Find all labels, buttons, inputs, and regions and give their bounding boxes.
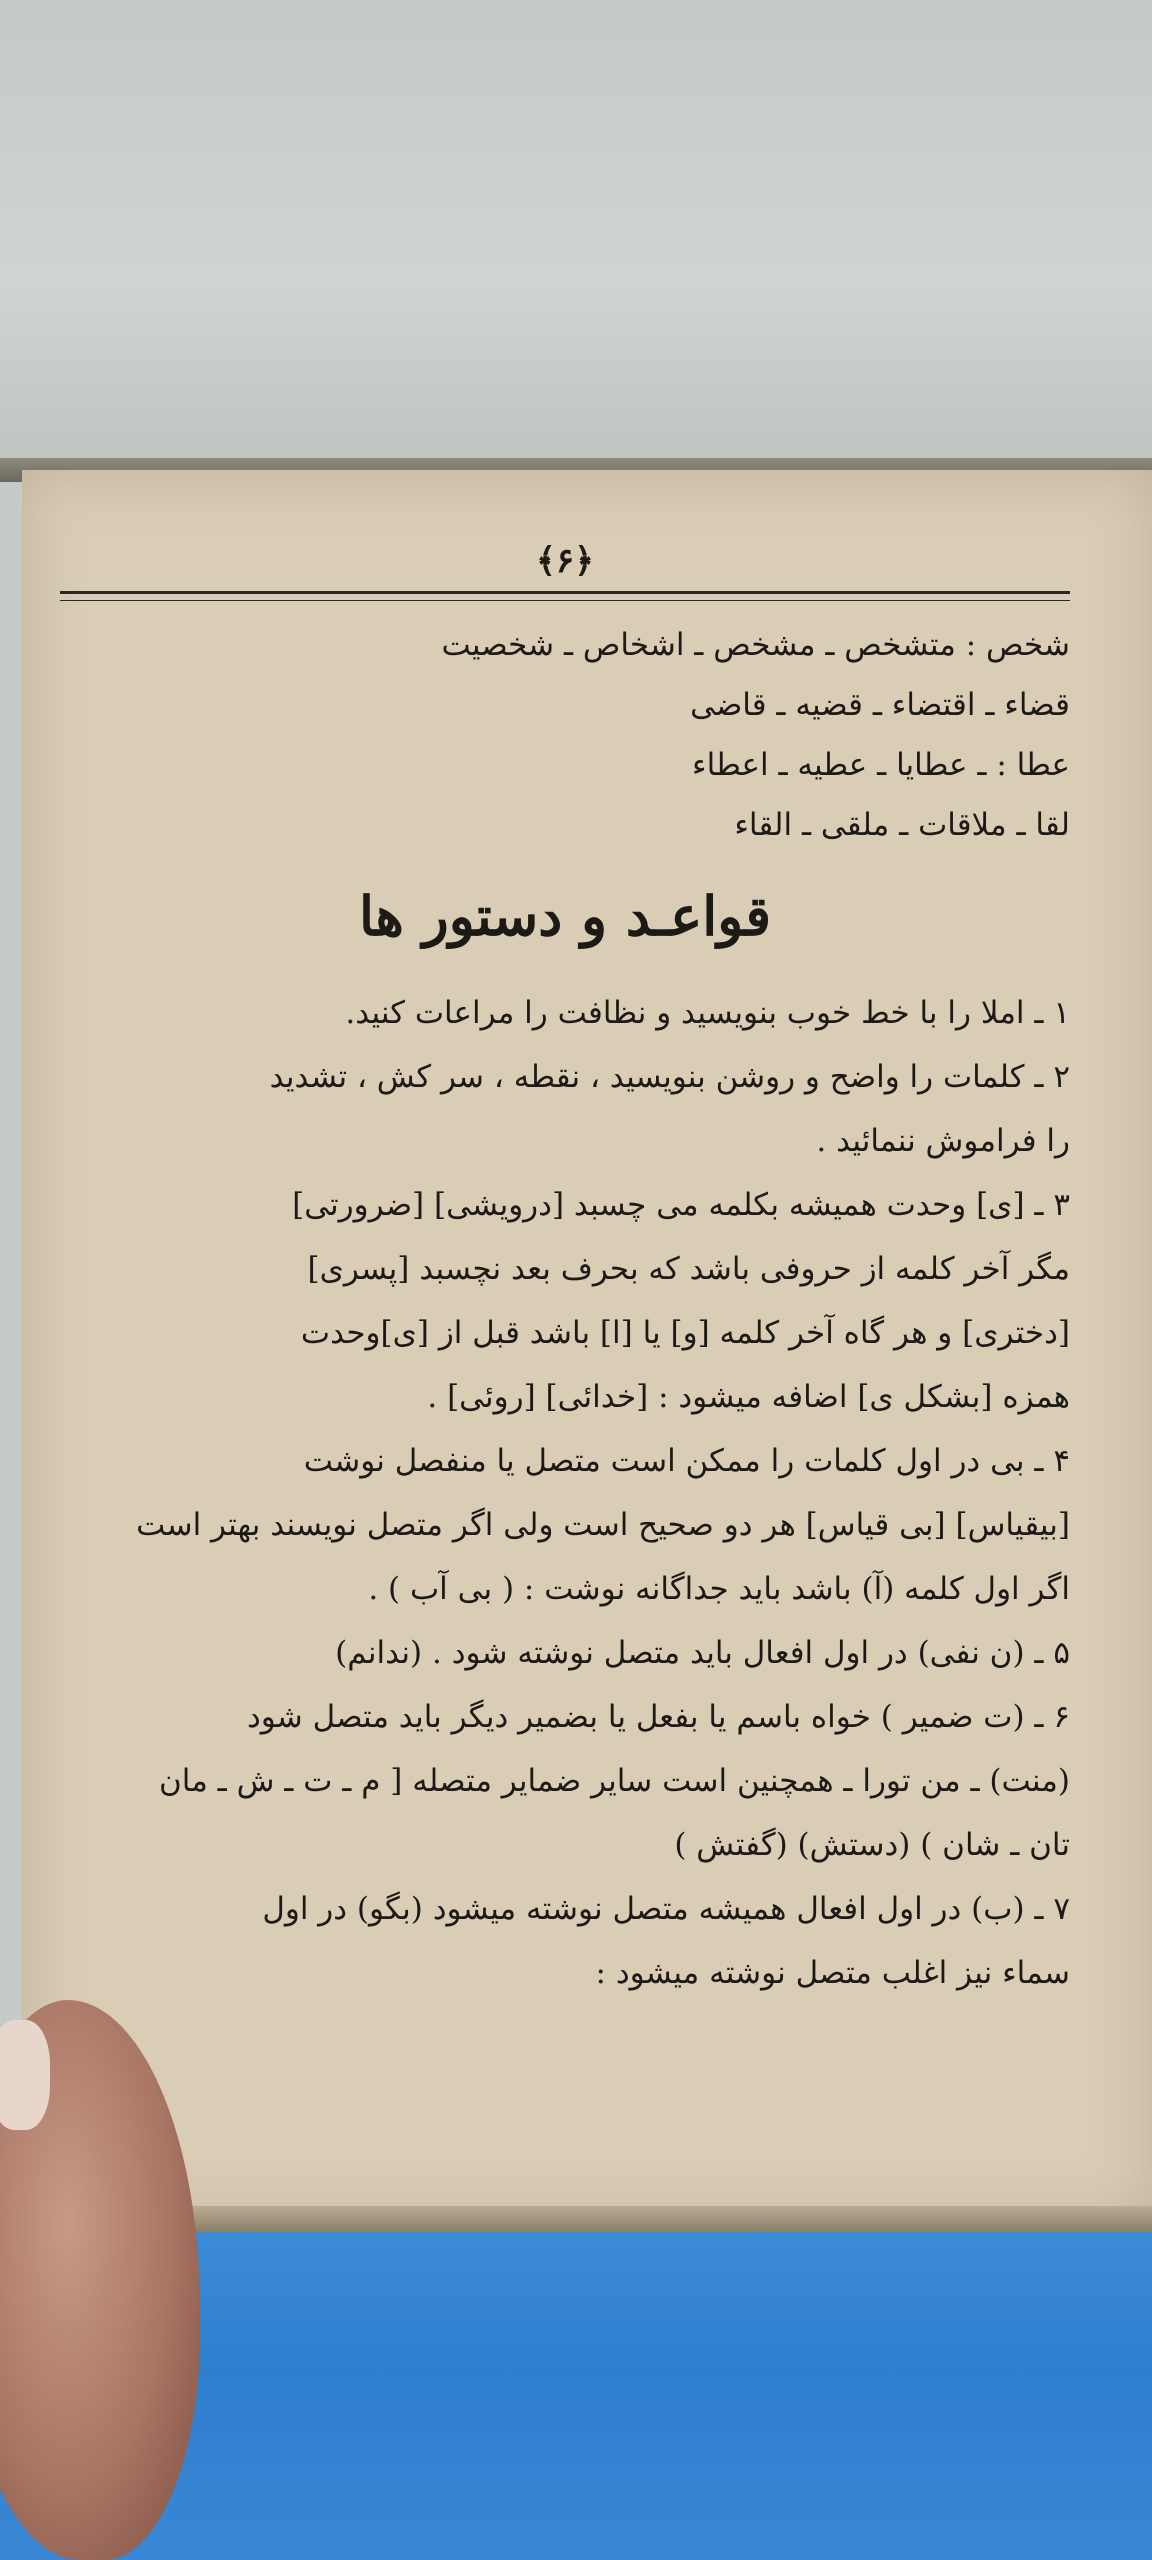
rule-7: [60, 1877, 1070, 2005]
rule-line: تان ـ شان ) (دستش) (گفتش ): [674, 1827, 1070, 1863]
rule-3: [60, 1173, 1070, 1429]
rule-line: مگر آخر کلمه از حروفی باشد که بحرف بعد نچسبد [پسری]: [307, 1251, 1070, 1287]
rule-1: [60, 981, 1070, 1045]
rule-line: ۴ ـ بی در اول کلمات را ممکن است متصل یا منفصل نوشت: [303, 1443, 1070, 1479]
rule-line: (منت) ـ من تورا ـ همچنین است سایر ضمایر متصله [ م ـ ت ـ ش ـ مان: [159, 1763, 1070, 1799]
rule-line: ۶ ـ (ت ضمیر ) خواه باسم یا بفعل یا بضمیر دیگر باید متصل شود: [246, 1699, 1070, 1735]
rule-5: [60, 1621, 1070, 1685]
rule-line: [بیقیاس] [بی قیاس] هر دو صحیح است ولی اگر متصل نویسند بهتر است: [136, 1507, 1070, 1543]
rule-line: ۵ ـ (ن نفی) در اول افعال باید متصل نوشته شود . (ندانم): [335, 1635, 1070, 1671]
rule-2: [60, 1045, 1070, 1173]
rule-line: سماء نیز اغلب متصل نوشته میشود :: [595, 1955, 1070, 1991]
rule-line: ۱ ـ املا را با خط خوب بنویسید و نظافت را مراعات کنید.: [345, 995, 1070, 1031]
page-text: [60, 540, 1070, 2005]
header-rule: [60, 591, 1070, 601]
word-line: قضاء ـ اقتضاء ـ قضیه ـ قاضی: [690, 687, 1070, 723]
thumb-nail: [0, 2020, 50, 2130]
rule-4: [60, 1429, 1070, 1621]
word-line: عطا : ـ عطایا ـ عطیه ـ اعطاء: [692, 747, 1070, 783]
section-heading: قواعـد و دستور ها: [358, 884, 772, 948]
word-line: لقا ـ ملاقات ـ ملقی ـ القاء: [734, 807, 1070, 843]
rule-line: [دختری] و هر گاه آخر کلمه [و] یا [ا] باشد قبل از [ی]وحدت: [300, 1315, 1070, 1351]
rule-line: ۲ ـ کلمات را واضح و روشن بنویسید ، نقطه ، سر کش ، تشدید: [269, 1059, 1070, 1095]
rule-line: را فراموش ننمائید .: [816, 1123, 1070, 1159]
word-line: شخص : متشخص ـ مشخص ـ اشخاص ـ شخصیت: [441, 627, 1070, 663]
rule-line: ۷ ـ (ب) در اول افعال همیشه متصل نوشته میشود (بگو) در اول: [262, 1891, 1070, 1927]
page-number: ﴿۶﴾: [535, 541, 595, 581]
rule-6: [60, 1685, 1070, 1877]
rule-line: همزه [بشکل ی] اضافه میشود : [خدائی] [روئی] .: [427, 1379, 1070, 1415]
background-wall: [0, 0, 1152, 470]
rule-line: اگر اول کلمه (آ) باشد باید جداگانه نوشت : ( بی آب ) .: [368, 1571, 1070, 1607]
rule-line: ۳ ـ [ی] وحدت همیشه بکلمه می چسبد [درویشی] [ضرورتی]: [292, 1187, 1070, 1223]
